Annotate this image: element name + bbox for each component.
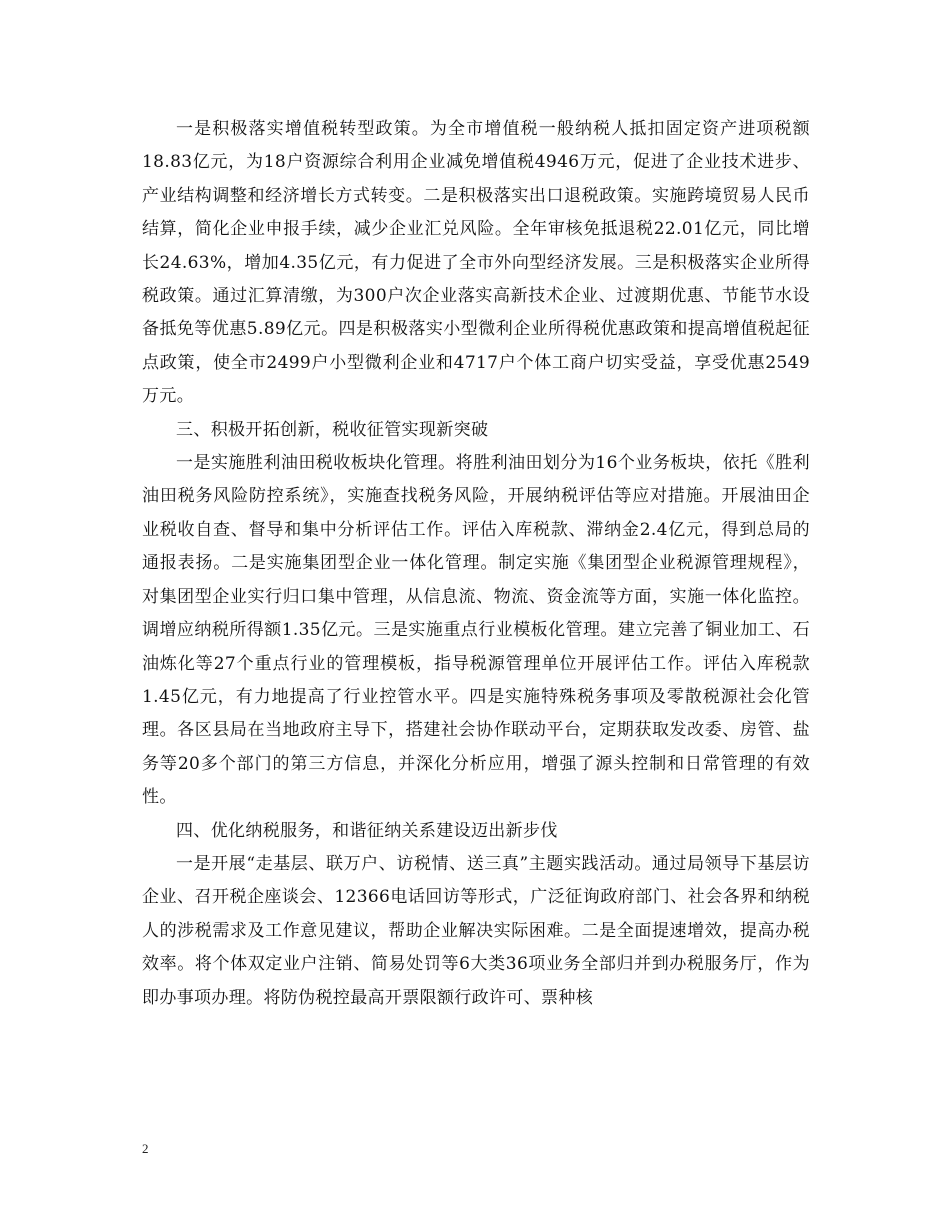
section-heading-4: 四、优化纳税服务，和谐征纳关系建设迈出新步伐 xyxy=(176,820,558,841)
document-body xyxy=(142,113,810,1015)
paragraph-collection-management: 一是实施胜利油田税收板块化管理。将胜利油田划分为16个业务板块，依托《胜利油田税务风险防控系统》，实施查找税务风险，开展纳税评估等应对措施。开展油田企业税收自查、督导和集中分析评估工作。评估入库税款、滞纳金2.4亿元，得到总局的通报表扬。二是实施集团型企业一体化管理。制定实施《集团型企业税源管理规程》，对集团型企业实行归口集中管理，从信息流、物流、资金流等方面，实施一体化监控。调增应纳税所得额1.35亿元。三是实施重点行业模板化管理。建立完善了铜业加工、石油炼化等27个重点行业的管理模板，指导税源管理单位开展评估工作。评估入库税款1.45亿元，有力地提高了行业控管水平。四是实施特殊税务事项及零散税源社会化管理。各区县局在当地政府主导下，搭建社会协作联动平台，定期获取发改委、房管、盐务等20多个部门的第三方信息，并深化分析应用，增强了源头控制和日常管理的有效性。 xyxy=(142,453,810,808)
paragraph-taxpayer-service: 一是开展“走基层、联万户、访税情、送三真”主题实践活动。通过局领导下基层访企业、召开税企座谈会、12366电话回访等形式，广泛征询政府部门、社会各界和纳税人的涉税需求及工作意见建议，帮助企业解决实际困难。二是全面提速增效，提高办税效率。将个体双定业户注销、简易处罚等6大类36项业务全部归并到办税服务厅，作为即办事项办理。将防伪税控最高开票限额行政许可、票种核 xyxy=(142,853,810,1008)
page-number: 2 xyxy=(142,1141,149,1156)
section-heading-3: 三、积极开拓创新，税收征管实现新突破 xyxy=(176,419,489,440)
paragraph-tax-policy: 一是积极落实增值税转型政策。为全市增值税一般纳税人抵扣固定资产进项税额18.83亿元，为18户资源综合利用企业减免增值税4946万元，促进了企业技术进步、产业结构调整和经济增长方式转变。二是积极落实出口退税政策。实施跨境贸易人民币结算，简化企业申报手续，减少企业汇兑风险。全年审核免抵退税22.01亿元，同比增长24.63%，增加4.35亿元，有力促进了全市外向型经济发展。三是积极落实企业所得税政策。通过汇算清缴，为300户次企业落实高新技术企业、过渡期优惠、节能节水设备抵免等优惠5.89亿元。四是积极落实小型微利企业所得税优惠政策和提高增值税起征点政策，使全市2499户小型微利企业和4717户个体工商户切实受益，享受优惠2549万元。 xyxy=(142,119,810,407)
